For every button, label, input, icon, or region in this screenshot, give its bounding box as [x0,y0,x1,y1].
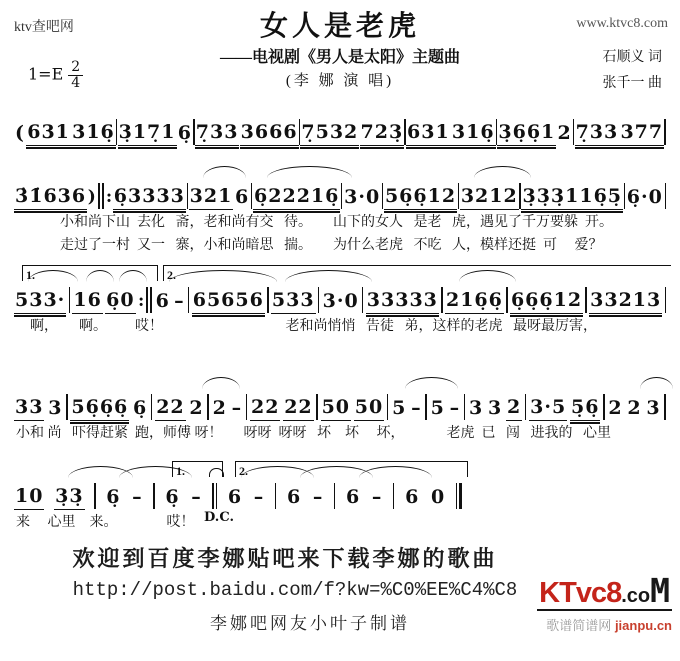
song-subtitle: ——电视剧《男人是太阳》主题曲 [219,49,460,66]
music-system-2 [0,160,680,256]
note-group: 3̇1̇636 [14,187,87,210]
note-group: 3666 [240,123,299,146]
note-group: 3̣3̣3̣116̣5̣ [521,187,623,210]
note-group: – [449,397,461,419]
barline [102,183,103,209]
barline [150,287,153,313]
promo-text: 欢迎到百度李娜贴吧来下载李娜的歌曲 [72,546,498,571]
note-group: 7̣33 [575,123,620,146]
note-group: 3212 [460,187,519,210]
note-group: 22 [155,398,185,421]
barline [464,394,465,420]
note-group: 6̣22216̣ [253,187,340,210]
key-signature [28,60,83,90]
final-barline [456,483,462,510]
lyrics-line: 啊， 啊。 哎！ 老和尚悄悄 告徒 弟，这样的老虎 最呀最厉害， [30,319,597,334]
barline [267,287,268,313]
note-group: 33333 [366,291,439,314]
notes-row [0,282,680,314]
note-group: – [191,486,202,508]
note-group: 16 [72,291,102,314]
barline [212,483,213,509]
song-title: 女人是老虎 [259,11,420,42]
note-group: 6 [405,486,420,508]
transcriber-credit: 李娜吧网友小叶子制谱 [210,614,410,633]
barline [98,183,101,209]
barline [151,394,152,420]
music-system-4 [0,371,680,444]
note-group: 316̣ [71,123,116,146]
lyrics-line: 小和尚下山 去化 斋，老和尚有交 待。 山下的女人 是老 虎，遇见了千万要躲 开。 [60,215,613,230]
note-group: 6̣ [177,122,192,144]
barline [94,483,95,509]
volta-label: 1. [176,464,185,478]
close-paren: ) [87,187,96,207]
barline [362,287,363,313]
slur-arc [267,166,352,178]
note-group: 6 [286,486,302,508]
time-signature [68,60,83,90]
note-group: 2 [608,397,623,419]
music-system-3 [0,264,680,337]
note-group: 33213 [589,291,662,314]
barline [393,483,394,509]
barline [334,483,335,509]
note-group: 6 [155,290,170,312]
notes-row [0,478,476,510]
note-group: 3 [646,397,661,419]
score-systems [0,96,680,533]
note-group: 2 [627,397,642,419]
performer-line: (李 娜 演 唱) [285,73,395,89]
note-group: 50 [321,398,351,421]
note-group: 3̣6̣6̣1 [497,123,556,146]
note-group: 7̣33 [195,123,240,146]
barline [603,394,604,420]
note-group: 377 [619,123,664,146]
note-group: – [174,290,185,312]
barline [318,287,319,313]
note-group: 6̣0 [105,291,135,314]
barline [207,394,208,420]
music-system-5 [0,460,680,533]
barline [441,287,442,313]
barline [387,394,388,420]
note-group: 22 [283,398,313,421]
note-group: 65656 [192,291,265,314]
barline [188,287,189,313]
lyrics-line: 来 心里 来。 哎！ [16,515,195,530]
ktvc8-logo-main [537,571,672,611]
repeat-end-barline [138,287,152,314]
slur-arc [203,166,246,178]
time-signature-bottom: 4 [71,74,81,91]
note-group: 6 [235,186,250,208]
note-group: 5̣6̣ [570,398,600,421]
volta-label: 2. [239,464,248,478]
note-group: 5 [392,397,407,419]
barline [664,119,665,145]
note-group: 2 [189,397,204,419]
lyricist-credit: 石顺义 词 [602,50,662,65]
barline [585,287,586,313]
download-url: http://post.baidu.com/f?kw=%C0%EE%C4%C8 [72,579,518,601]
barline [665,183,666,209]
time-signature-top: 2 [68,60,83,76]
note-group: 22 [250,398,280,421]
note-group: 7̣532 [300,123,359,146]
note-group: 10 [14,487,44,510]
note-group: 56̣6̣12 [384,187,457,210]
note-group: 2 [212,397,227,419]
footer [0,542,680,634]
double-barline [212,483,217,510]
repeat-dots: : [105,187,113,207]
note-group: 6̣·0 [626,186,663,208]
note-group: 0 [431,486,446,508]
note-group: 6 [346,486,361,508]
ktvc8-logo-dotco: .co [621,585,651,607]
note-group: – [132,486,143,508]
barline [664,394,665,420]
note-group: 6̣ [133,397,148,419]
note-group: 6̣ [106,486,121,508]
key-label: 1=E [28,64,64,84]
jianpu-site-domain: jianpu.cn [614,618,672,633]
music-system-1 [0,96,680,146]
note-group: 3 [48,397,63,419]
notes-row [0,114,680,146]
notes-row [0,389,680,421]
slur-arc [405,377,458,389]
note-group: – [371,486,383,508]
jianpu-site-name: 歌谱简谱网 [546,618,612,633]
note-group: – [411,397,422,419]
note-group: – [231,397,243,419]
note-group: 3·0 [322,290,359,312]
note-group: – [253,486,265,508]
note-group: 3̣3̣ [54,487,84,510]
barline [216,483,217,509]
barline [525,394,526,420]
ktvc8-logo-brand: KTvc8 [539,577,622,609]
note-group: 631 [406,123,451,146]
note-group: ( [15,122,25,144]
note-group: 533 [271,291,316,314]
slur-arc [640,377,673,389]
note-group: 6 [227,486,243,508]
note-group: – [312,486,324,508]
note-group: 5 [430,397,445,419]
note-group: 723̣ [360,123,405,146]
note-group: 3 [488,397,503,419]
lyrics-line: 小和 尚 吓得赶紧 跑，师傅 呀！ 呀呀 呀呀 坏 坏 坏， 老虎 已 闯 进我的 心里 [16,426,611,441]
barline [153,483,154,509]
note-group: 3·5 [529,398,567,421]
note-group: 56̣6̣6̣ [70,398,129,421]
lyrics-line: 走过了一村 又一 寨，小和尚暗思 揣。 为什么老虎 不吃 人，模样还挺 可 爱？ [60,238,603,253]
jianpu-tagline [444,615,672,634]
note-group: 33 [14,398,44,421]
slur-arc [474,166,531,178]
notes-row [0,178,680,210]
note-group: 2 [557,122,572,144]
note-group: 6̣6̣6̣12 [510,291,583,314]
barline [425,394,426,420]
barline [275,483,276,509]
ktvc8-logo-m: M [650,571,670,610]
composer-credit: 张千一 曲 [602,76,662,91]
slur-arc [202,377,240,389]
barline [665,287,666,313]
note-group: 3 [469,397,484,419]
note-group: 50 [354,398,384,421]
barline [506,287,507,313]
note-group: 3̣17̣1 [118,123,177,146]
note-group: 216̣6̣ [445,291,504,314]
dc-mark: D.C. [204,510,234,525]
note-group: 533· [14,291,66,314]
note-group: 2 [506,398,522,421]
barline [459,483,462,509]
volta-label: 2. [167,268,176,282]
watermark-ktv-chaba: ktv查吧网 [14,20,74,35]
barline [316,394,317,420]
note-group: 316̣ [451,123,496,146]
note-group: 321 [189,187,234,210]
repeat-dots: : [137,291,145,311]
repeat-start-barline [88,183,112,210]
barline [66,394,67,420]
barline [146,287,147,313]
note-group: 6̣ [165,486,180,508]
barline [246,394,247,420]
barline [456,483,457,509]
volta-label: 1. [26,268,35,282]
watermark-ktvc8-url: www.ktvc8.com [576,16,668,31]
note-group: 6̣3333 [113,187,186,210]
ktvc8-logo [444,571,672,634]
barline [69,287,70,313]
note-group: 3·0 [344,186,381,208]
note-group: 631 [26,123,71,146]
